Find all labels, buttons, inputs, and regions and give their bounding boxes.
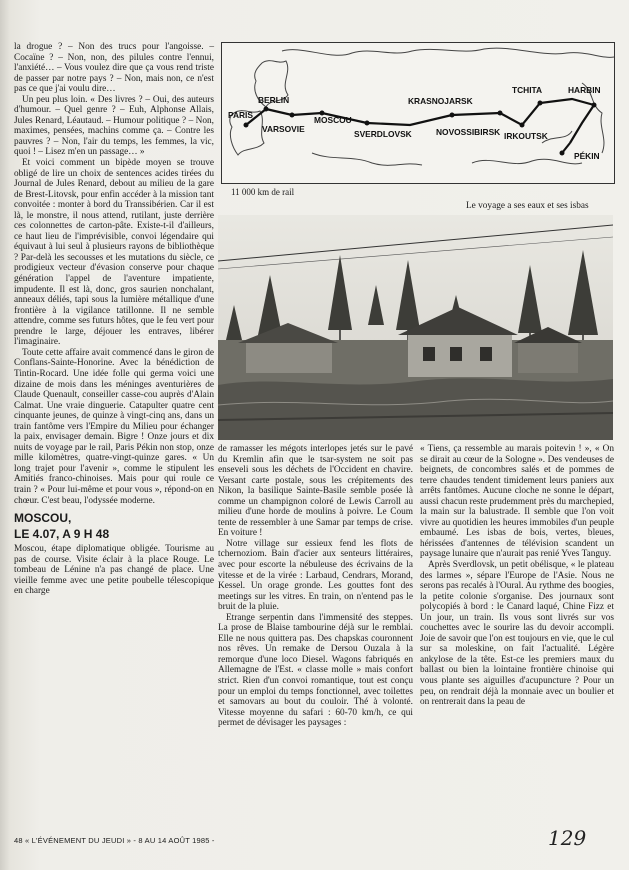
city-label: NOVOSSIBIRSK [436,127,501,137]
text-column-right [420,444,614,708]
text-column-middle [218,444,413,729]
city-label: HARBIN [568,85,601,95]
route-map [221,42,615,184]
village-photo [218,215,613,440]
paragraph: Moscou, étape diplomatique obligée. Tourisme au pas de course. Visite éclair à la place Rouge. Le tombeau de Lénine n'a pas changé de place. Une vieille femme avec une petite poubelle télescopique en charge [14,544,214,597]
city-label: SVERDLOVSK [354,129,412,139]
page-footer: 48 « L'ÉVÉNEMENT DU JEUDI » - 8 AU 14 AOÛT 1985 - [14,836,215,845]
photo-image [218,215,613,440]
section-heading-time: LE 4.07, A 9 H 48 [14,527,110,542]
city-label: PARIS [228,110,253,120]
paragraph: Notre village sur essieux fend les flots de tchernoziom. Bain d'acier aux senteurs littéraires, avec pour escorte la nébuleuse des écrivains de la vitesse et de la virée : Larbaud, Cendrars, Morand, Kessel. Un orage gronde. Les gouttes font des meetings sur les vitres. En train, on n'entend pas le bruit de la pluie. [218,538,413,613]
photo-caption: Le voyage a ses eaux et ses isbas [466,201,589,211]
city-label: KRASNOJARSK [408,96,473,106]
city-label: TCHITA [512,85,543,95]
city-label: VARSOVIE [262,124,305,134]
city-label: IRKOUTSK [504,131,548,141]
paragraph: de ramasser les mégots interlopes jetés sur le pavé du Kremlin afin que le tsar-system ne soit pas enseveli sous les déchets de l'Occident en chavire. Versant carte postale, sous les crépitements des Nikon, la basilique Sainte-Basile semble posée là comme un champignon coloré de Lewis Carroll au milieu d'une horde de moulins à poivre. Le Coum tente de ressembler à une Samar par temps de crise. En voiture ! [218,444,413,539]
paragraph: « Tiens, ça ressemble au marais poitevin ! », « On se dirait au cœur de la Sologne ». Des vendeuses de beignets, de concombres salés et de pommes de terre chaudes tendent timidement leurs paniers aux arrêts fantômes. Aucune cloche ne sonne le départ, aussi chacun reste prudemment près du marchepied, la main sur la balustrade. Il semble que l'on voit vivre au quotidien les heures immobiles d'un peuple embaumé. Les isbas de bois, vertes, bleues, hérissées d'antennes de télévision scandent un paysage lunaire que n'aurait pas renié Yves Tanguy. [420,444,614,560]
map-drawing [222,43,614,183]
paragraph: Etrange serpentin dans l'immensité des steppes. La prose de Blaise tambourine déjà sur le remblai. Elle ne nous quittera pas. Des chapskas couronnent nos rêves. Un remake de Dersou Ouzala à la remorque d'une loco Diesel. Wagons fabriqués en Allemagne de l'Est. « classe molle » mais confort strict. Rien d'un convoi romantique, tout est conçu pour un emploi du temps fonctionnel, avec toilettes et samovars au bout du couloir. Thé à volonté. Vitesse moyenne du safari : 60-70 km/h, ce qui permet de dévisager les paysages : [218,612,413,729]
map-caption: 11 000 km de rail [231,187,295,197]
city-label: BERLIN [258,95,290,105]
city-label: MOSCOU [314,115,352,125]
paragraph: Et voici comment un bipède moyen se trouve obligé de lire un choix de sentences acides tirées du Journal de Jules Renard, debout au milieu de la gare de Brest-Litovsk, pour enfin accéder à la mission tant convoitée : monter à bord du Transsibérien. Car il est là, le monstre, il nous attend, rutilant, juste derrière ces colonnettes de carton-pâte. Existe-t-il d'ailleurs, ce haut lieu de l'imprévisible, convoi légendaire qui équivaut à lui seul à plusieurs rayons de bibliothèque ? Par-delà les secousses et les mutations du siècle, ce prodigieux vecteur d'évasion conserve pour chaque génération l'appel de l'aventure impatiente, impudente. Il est là, donc, gros saurien nonchalant, anneaux déliés, tapi sous la lumière métallique d'une frontière à la vigilance tatillonne. Il ne semble attendre, comme ses futurs hôtes, que le feu vert pour prendre le large, déjouer les entraves, libérer l'imaginaire. [14,158,214,348]
section-heading: MOSCOU, [14,511,72,526]
text-column-left [14,42,214,597]
handwritten-page-number: 129 [548,826,587,850]
city-label: PÉKIN [574,151,600,161]
paragraph: Après Sverdlovsk, un petit obélisque, « le plateau des larmes », sépare l'Europe de l'Asie. Nous ne serons pas recalés à l'Oural. Au rythme des boogies, la petite colonie s'organise. Des journaux sont polycopiés à bord : le Canard laqué, Chine Fizz et Un jour, un train. Ils vous sont livrés sur vos couchettes avec le sourire las du devoir accompli. Joie de savoir que l'on est toujours en vie, que le cul sur sa moleskine, on fait l'actualité. Légère ankylose de la tête. Est-ce les premiers maux du ballast ou bien la lointaine frontière chinoise qui vous plante ses aiguilles d'acupuncture ? Pour un peu, on rendrait déjà la monnaie avec un boulier et on rentrerait dans la peau de [420,560,614,708]
paragraph: Un peu plus loin. « Des livres ? – Oui, des auteurs d'humour. – Quel genre ? – Euh, Alphonse Allais, Jules Renard, Léautaud. – Humour politique ? – Non, maximes, pensées, machins comme ça. – Contre les pauvres ? – Non, l'air du temps, les femmes, la vic, quoi ! – Lisez m'en un passage… » [14,94,214,158]
paragraph: Toute cette affaire avait commencé dans le giron de Conflans-Sainte-Honorine. Avec la bénédiction de Tintin-Rocard. Une idée folle qui germa voici une dizaine de mois dans les méninges aventurières de Claude Quenault, conseiller casse-cou auprès d'Alain Calmat. Une vraie dinguerie. Catapulter quatre cent cinquante jeunes, de quinze à vingt-cinq ans, dans un train fantôme vers l'Empire du Milieu pour échanger la paix, envisager demain. Bigre ! Onze jours et dix nuits de voyage par le rail, Paris Pékin non stop, onze mille kilomètres, quatre-vingt-quinze gares. « Un long trajet pour l'avenir », comme le stipulent les Amitiés franco-chinoises. Mais pour qui roule ce train ? « Pour lui-même et pour vous », répond-on en chœur. C'est beau, l'odyssée moderne. [14,347,214,506]
paragraph: la drogue ? – Non des trucs pour l'angoisse. – Cocaïne ? – Non, non, des pilules contre l'ennui, l'anxiété… – Vous voulez dire que ça vous rend triste de passer par notre pays ? – Non, mais non, ce n'est pas ce que j'ai voulu dire… [14,42,214,95]
